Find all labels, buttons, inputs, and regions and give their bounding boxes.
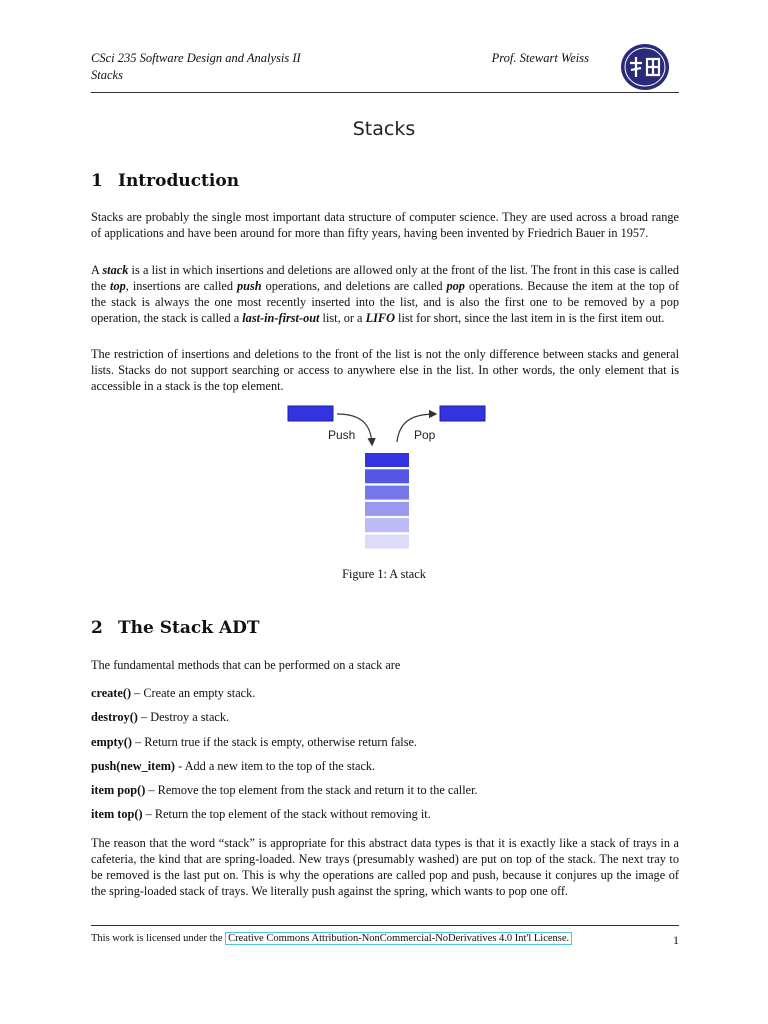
term-top: top [110, 279, 126, 293]
term-lifo: LIFO [365, 311, 395, 325]
footer-rule [91, 925, 679, 926]
text-run: list, or a [319, 311, 366, 325]
document-title: Stacks [352, 118, 416, 140]
method-description: - Add a new item to the top of the stack. [178, 759, 376, 773]
header-left [91, 50, 301, 84]
stack-level-5 [365, 518, 409, 532]
section-heading-stack-adt [91, 618, 260, 638]
term-lifo-long: last-in-first-out [242, 311, 320, 325]
method-destroy [91, 710, 229, 725]
method-signature: create() [91, 686, 132, 700]
author-name: Prof. Stewart Weiss [491, 51, 589, 65]
stack-column [365, 453, 409, 549]
method-signature: destroy() [91, 710, 138, 724]
term-push: push [237, 279, 262, 293]
intro-paragraph-3: The restriction of insertions and deletions to the front of the list is not the only difference between stacks and general lists. Stacks do not support searching or access to anywhere else in the list. In other words, the only element that is accessible in a stack is the top element. [91, 347, 679, 393]
stack-level-3 [365, 486, 409, 500]
stack-level-6 [365, 535, 409, 549]
method-description: – Create an empty stack. [134, 686, 256, 700]
method-signature: item pop() [91, 783, 146, 797]
text-run: , insertions are called [125, 279, 238, 293]
method-description: – Remove the top element from the stack and return it to the caller. [148, 783, 478, 797]
method-top [91, 807, 431, 822]
stack-level-2 [365, 469, 409, 483]
text-run: A [91, 263, 103, 277]
license-link[interactable]: Creative Commons Attribution-NonCommercial-NoDerivatives 4.0 Int'l License. [225, 932, 572, 945]
method-create [91, 686, 255, 701]
text-run: is a list in which insertions and deletions are allowed only at the front of the list. The front in this case is called the [91, 263, 679, 293]
stack-level-1 [365, 453, 409, 467]
method-signature: push(new_item) [91, 759, 176, 773]
section-heading-introduction [91, 171, 239, 191]
stack-figure [285, 402, 490, 554]
text-run: operations, and deletions are called [261, 279, 447, 293]
adt-intro: The fundamental methods that can be performed on a stack are [91, 658, 401, 672]
page-number: 1 [673, 933, 679, 947]
section-title: Introduction [118, 171, 240, 191]
pop-item-block [440, 406, 485, 421]
section-number: 2 [91, 618, 103, 638]
section-number: 1 [91, 171, 103, 191]
term-stack: stack [102, 263, 129, 277]
intro-paragraph-1: Stacks are probably the single most important data structure of computer science. They are used across a broad range of applications and have been around for more than fifty years, having been invented by Friedrich Bauer in 1957. [91, 210, 679, 240]
method-description: – Return the top element of the stack without removing it. [145, 807, 431, 821]
method-push [91, 759, 375, 774]
pop-label: Pop [414, 428, 436, 442]
section-title: The Stack ADT [118, 618, 260, 638]
license-prefix: This work is licensed under the [91, 933, 226, 944]
university-seal-icon [620, 43, 670, 91]
intro-paragraph-2 [91, 262, 679, 326]
push-item-block [288, 406, 333, 421]
stack-level-4 [365, 502, 409, 516]
adt-closing-paragraph: The reason that the word “stack” is appropriate for this abstract data types is that it is exactly like a stack of trays in a cafeteria, the kind that are spring-loaded. New trays (presumably washed) are put on top of the stack. The next tray to be removed is the last put on. This is why the operations are called pop and push, because it conjures up the image of the spring-loaded stack of trays. We literally push against the spring, which wants to pop one off. [91, 836, 679, 898]
term-pop: pop [446, 279, 465, 293]
push-label: Push [328, 428, 356, 442]
method-description: – Destroy a stack. [140, 710, 230, 724]
method-empty [91, 735, 417, 750]
method-signature: empty() [91, 735, 132, 749]
method-pop [91, 783, 478, 798]
method-description: – Return true if the stack is empty, otherwise return false. [135, 735, 418, 749]
text-run: operations. Because the item at the top of the stack is always the one most recently inserted into the list, and is also the first one to be removed by a pop operation, the stack is called a [91, 279, 679, 325]
text-run: list for short, since the last item in is the first item out. [394, 311, 665, 325]
figure-caption: Figure 1: A stack [342, 567, 426, 581]
course-title: CSci 235 Software Design and Analysis II [91, 51, 301, 65]
page-header [91, 50, 679, 90]
header-topic: Stacks [91, 68, 123, 82]
page-footer [91, 933, 679, 947]
method-signature: item top() [91, 807, 143, 821]
header-rule [91, 92, 679, 93]
